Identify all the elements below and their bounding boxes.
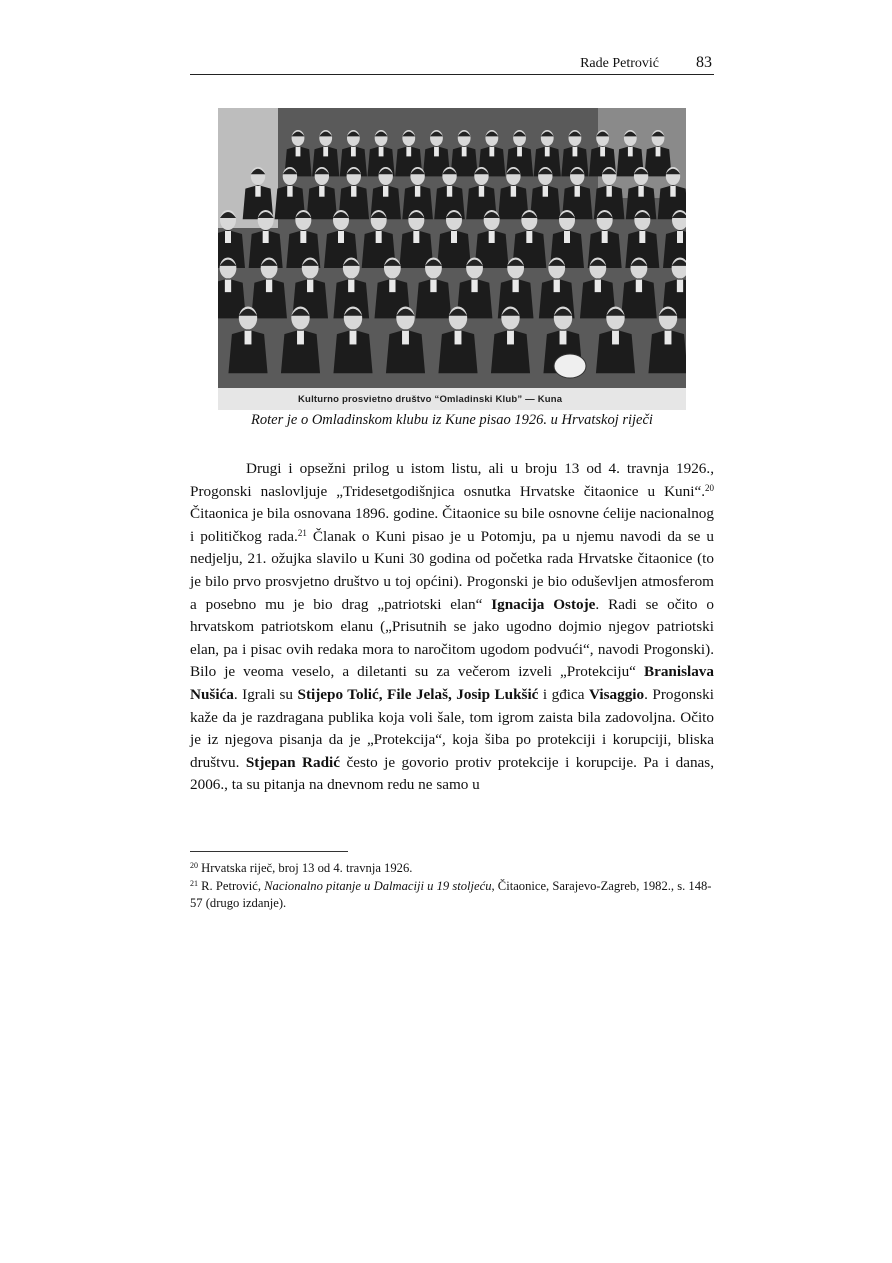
- person-shirt: [287, 186, 292, 197]
- person-shirt: [489, 231, 495, 243]
- person-shirt: [612, 331, 619, 345]
- footnote-text: , Čitaonice, Sarajevo-Zagreb, 1982., s. 148-57 (drugo izdanje).: [190, 878, 712, 910]
- person-shirt: [383, 186, 388, 197]
- person-shirt: [415, 186, 420, 197]
- footnote-title: Nacionalno pitanje u Dalmaciji u 19 stoljeću: [264, 878, 492, 893]
- person-shirt: [665, 331, 672, 345]
- footnote-number: 20: [190, 861, 198, 870]
- text-run: često je govorio protiv protekcije i korupcije. Pa i danas, 2006., ta su pitanja na dnevnom redu ne samo u: [190, 753, 714, 794]
- person-shirt: [413, 231, 419, 243]
- text-run: . Progonski kaže da je razdragana publika koja voli šale, tom igrom zaista bila zadovoljna. Očito je iz njegova pisanja da je „Protekcija“, koja šiba po protekciji i korupciji, bliska društvu.: [190, 685, 714, 771]
- person-shirt: [455, 331, 462, 345]
- person-shirt: [389, 280, 395, 293]
- person-shirt: [517, 147, 522, 157]
- person-shirt: [602, 231, 608, 243]
- person-shirt: [266, 280, 272, 293]
- text-run: Drugi i opsežni prilog u istom listu, ali u broju 13 od 4. travnja 1926., Progonski naslovljuje „Tridesetgodišnjica osnutka Hrvatske čitaonice u Kuni“.: [190, 460, 714, 500]
- person-shirt: [656, 147, 661, 157]
- page-number: 83: [696, 54, 712, 71]
- person-shirt: [307, 280, 313, 293]
- person-shirt: [351, 186, 356, 197]
- person-shirt: [471, 280, 477, 293]
- footnotes: [190, 860, 714, 913]
- group-photograph: [218, 108, 686, 410]
- person-shirt: [526, 231, 532, 243]
- person-shirt: [511, 186, 516, 197]
- person-shirt: [245, 331, 252, 345]
- person-shirt: [406, 147, 411, 157]
- person-shirt: [543, 186, 548, 197]
- person-shirt: [636, 280, 642, 293]
- straw-hat: [554, 354, 586, 378]
- person-shirt: [348, 280, 354, 293]
- name-ostoja: Ignacija Ostoje: [491, 595, 596, 613]
- person-shirt: [507, 331, 514, 345]
- footnote-text: R. Petrović,: [198, 878, 265, 893]
- name-actors: Stijepo Tolić, File Jelaš, Josip Lukšić: [297, 685, 539, 703]
- text-run: Članak o Kuni pisao je u Potomju, pa u njemu navodi da se u nedjelju, 21. ožujka slavilo u Kuni 30 godina od početka rada Hrvatske čitaonice (to je bilo prvo prosvjetno društvo u toj općini). Progonski je bio oduševljen atmosferom a posebno mu je bio drag „patriotski elan“: [190, 527, 714, 613]
- person-shirt: [402, 331, 409, 345]
- person-shirt: [462, 147, 467, 157]
- footnote-number: 21: [190, 878, 198, 888]
- person-shirt: [350, 331, 357, 345]
- name-nusic: Branislava Nušića: [190, 663, 714, 703]
- person-shirt: [297, 331, 304, 345]
- running-header: [190, 52, 714, 75]
- person-shirt: [376, 231, 382, 243]
- person-shirt: [560, 331, 567, 345]
- person-shirt: [323, 147, 328, 157]
- person-shirt: [225, 280, 231, 293]
- person-shirt: [600, 147, 605, 157]
- person-shirt: [564, 231, 570, 243]
- person-shirt: [255, 186, 260, 197]
- footnote-20: [190, 860, 714, 878]
- person-shirt: [606, 186, 611, 197]
- person-shirt: [554, 280, 560, 293]
- person-shirt: [638, 186, 643, 197]
- person-shirt: [670, 186, 675, 197]
- person-shirt: [479, 186, 484, 197]
- text-run: . Igrali su: [233, 685, 298, 703]
- footnote-text: Hrvatska riječ, broj 13 od 4. travnja 1926.: [198, 861, 413, 875]
- person-shirt: [595, 280, 601, 293]
- photo-image: [218, 108, 686, 410]
- person-shirt: [351, 147, 356, 157]
- photo-caption: Roter je o Omladinskom klubu iz Kune pisao 1926. u Hrvatskoj riječi: [251, 412, 653, 428]
- footnote-ref-20: 20: [705, 482, 714, 493]
- person-shirt: [263, 231, 269, 243]
- text-run: i gđica: [538, 685, 589, 703]
- person-shirt: [225, 231, 231, 243]
- header-author: Rade Petrović: [580, 56, 659, 71]
- person-shirt: [573, 147, 578, 157]
- person-shirt: [434, 147, 439, 157]
- footnote-21: [190, 878, 714, 913]
- name-visaggio: Visaggio: [588, 685, 645, 703]
- person-shirt: [296, 147, 301, 157]
- person-shirt: [300, 231, 306, 243]
- paragraph: [190, 458, 714, 797]
- person-shirt: [639, 231, 645, 243]
- person-shirt: [512, 280, 518, 293]
- person-shirt: [451, 231, 457, 243]
- person-shirt: [430, 280, 436, 293]
- person-shirt: [545, 147, 550, 157]
- text-run: Čitaonica je bila osnovana 1896. godine. Čitaonice su bile osnovne ćelije nacionalnog i političkog rada.: [190, 505, 714, 545]
- person-shirt: [677, 231, 683, 243]
- photo-plate-text: Kulturno prosvietno društvo “Omladinski Klub” — Kuna: [298, 394, 563, 405]
- person-shirt: [628, 147, 633, 157]
- text-run: . Radi se očito o hrvatskom patriotskom elanu („Prisutnih se jako ugodno dojmio njegov patriotski elan, pa i pisac ovih redaka mora to naročitom ugodom podvući“, navodi Progonski). Bilo je veoma veselo, a diletanti su za večerom izveli „Protekciju“: [190, 595, 714, 681]
- person-shirt: [575, 186, 580, 197]
- footnote-divider: [190, 851, 348, 852]
- person-shirt: [319, 186, 324, 197]
- body-paragraph: [190, 458, 714, 797]
- footnote-ref-21: 21: [297, 527, 307, 538]
- person-shirt: [338, 231, 344, 243]
- name-radic: Stjepan Radić: [245, 753, 341, 771]
- person-shirt: [489, 147, 494, 157]
- person-shirt: [677, 280, 683, 293]
- person-shirt: [379, 147, 384, 157]
- person-shirt: [447, 186, 452, 197]
